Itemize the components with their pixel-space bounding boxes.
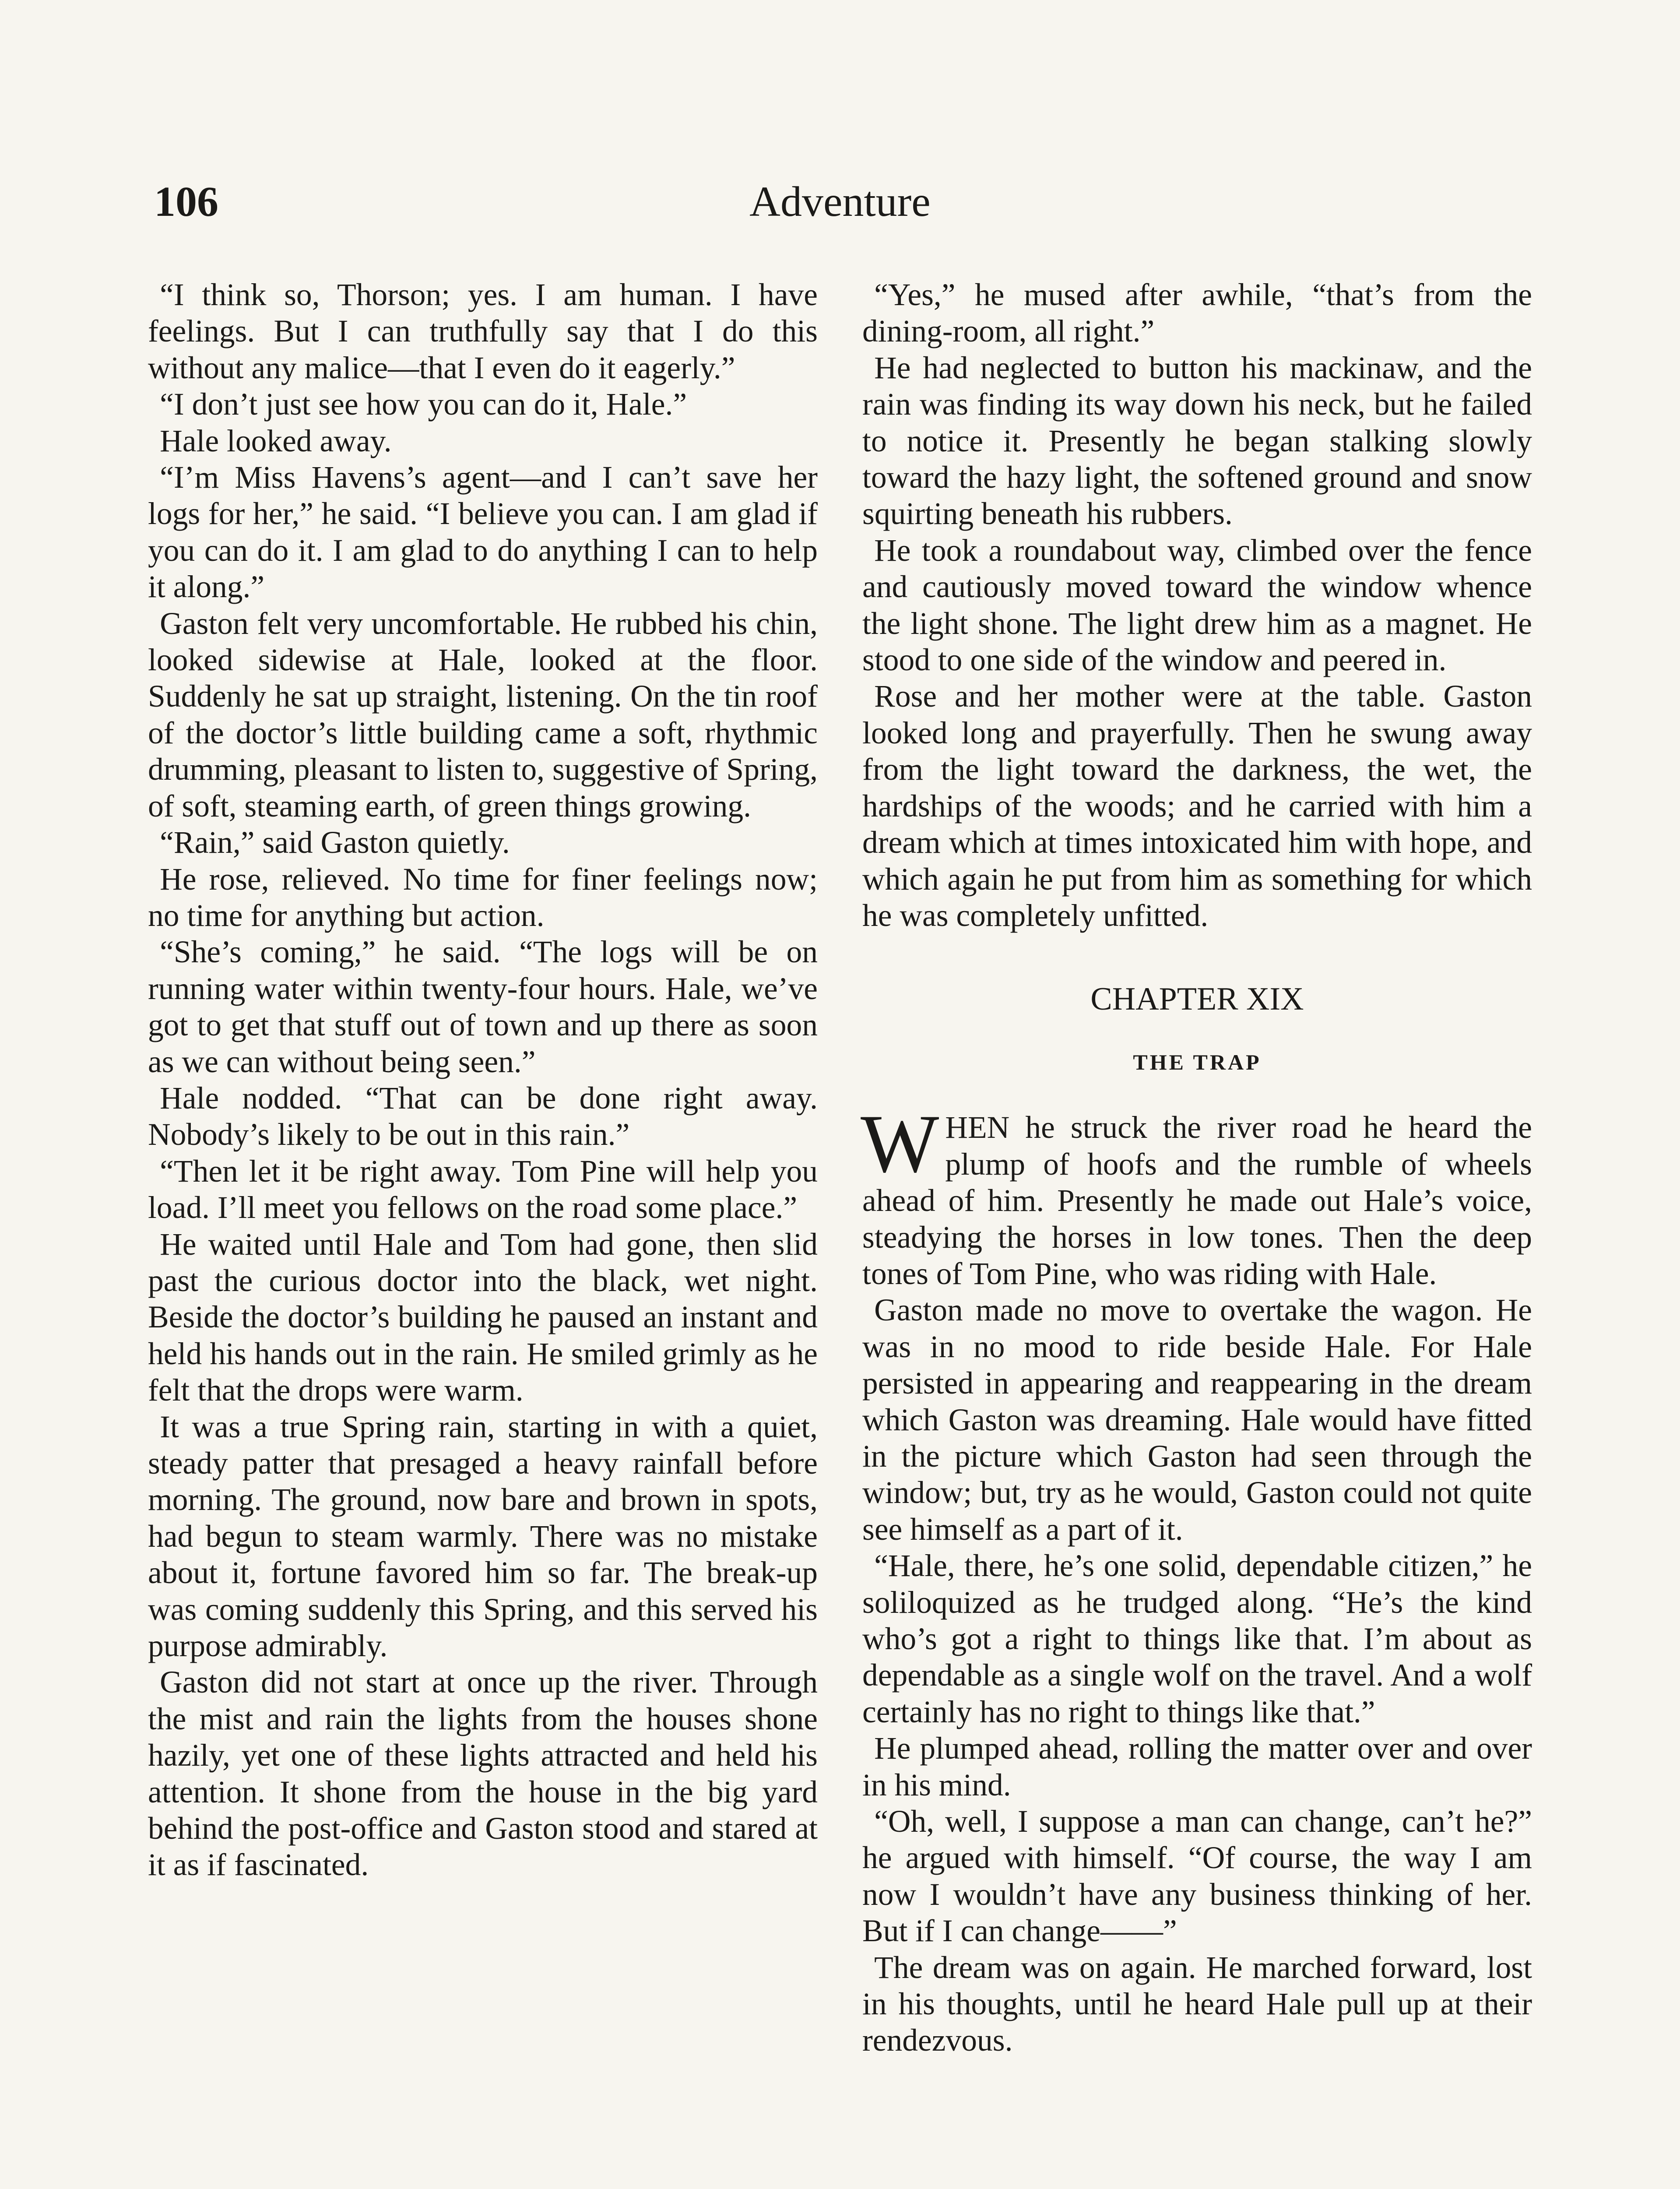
paragraph: He took a roundabout way, climbed over the fence and cautiously moved toward the window whence the light shone. The light drew him as a magnet. He stood to one side of the window and peered in. <box>862 533 1532 678</box>
paragraph: Gaston did not start at once up the river. Through the mist and rain the lights from the houses shone hazily, yet one of these lights attracted and held his attention. It shone from the house in the big yard behind the post-office and Gaston stood and stared at it as if fascinated. <box>148 1665 818 1883</box>
paragraph: “I’m Miss Havens’s agent—and I can’t save her logs for her,” he said. “I believe you can. I am glad if you can do it. I am glad to do anything I can to help it along.” <box>148 460 818 605</box>
paragraph: “I think so, Thorson; yes. I am human. I have feelings. But I can truthfully say that I do this without any malice—that I even do it eagerly.” <box>148 278 818 385</box>
paragraph: “Then let it be right away. Tom Pine will help you load. I’ll meet you fellows on the road some place.” <box>148 1154 818 1225</box>
running-head: Adventure <box>749 178 931 225</box>
paragraph: “Rain,” said Gaston quietly. <box>160 825 510 860</box>
paragraph: “Oh, well, I suppose a man can change, can’t he?” he argued with himself. “Of course, the way I am now I wouldn’t have any business thinking of her. But if I can change——” <box>862 1804 1532 1949</box>
left-column <box>148 277 818 1883</box>
paragraph: “I don’t just see how you can do it, Hale.” <box>160 387 687 422</box>
opening-text: HEN he struck the river road he heard the plump of hoofs and the rumble of wheels ahead of him. Presently he made out Hale’s voice, steadying the horses in low tones. Then the deep tones of Tom Pine, who was riding with Hale. <box>862 1110 1532 1291</box>
chapter-opening-paragraph <box>861 1098 1532 1292</box>
paragraph: He plumped ahead, rolling the matter over and over in his mind. <box>862 1731 1532 1802</box>
chapter-title: CHAPTER XIX <box>1090 981 1304 1017</box>
drop-cap: W <box>861 1098 939 1190</box>
paragraph: He waited until Hale and Tom had gone, then slid past the curious doctor into the black, wet night. Beside the doctor’s building he paused an instant and held his hands out in the rain. He smiled grimly as he felt that the drops were warm. <box>148 1227 818 1408</box>
paragraph: It was a true Spring rain, starting in with a quiet, steady patter that presaged a heavy rainfall before morning. The ground, now bare and brown in spots, had begun to steam warmly. There was no mistake about it, fortune favored him so far. The break-up was coming suddenly this Spring, and this served his purpose admirably. <box>148 1409 818 1664</box>
paragraph: The dream was on again. He marched forward, lost in his thoughts, until he heard Hale pull up at their rendezvous. <box>862 1950 1532 2058</box>
page-number: 106 <box>154 178 218 225</box>
paragraph: He had neglected to button his mackinaw, and the rain was finding its way down his neck, but he failed to notice it. Presently he began stalking slowly toward the hazy light, the softened ground and snow squirting beneath his rubbers. <box>862 350 1532 531</box>
paragraph: “Yes,” he mused after awhile, “that’s from the dining-room, all right.” <box>862 278 1532 349</box>
paragraph: Gaston felt very uncomfortable. He rubbed his chin, looked sidewise at Hale, looked at the floor. Suddenly he sat up straight, listening. On the tin roof of the doctor’s little building came a soft, rhythmic drumming, pleasant to listen to, suggestive of Spring, of soft, steaming earth, of green things growing. <box>148 606 818 824</box>
paragraph: “She’s coming,” he said. “The logs will be on running water within twenty-four hours. Hale, we’ve got to get that stuff out of town and up there as soon as we can without being seen.” <box>148 935 818 1079</box>
paragraph: He rose, relieved. No time for finer feelings now; no time for anything but action. <box>148 862 818 933</box>
paragraph: Rose and her mother were at the table. Gaston looked long and prayerfully. Then he swung away from the light toward the darkness, the wet, the hardships of the woods; and he carried with him a dream which at times intoxicated him with hope, and which again he put from him as something for which he was completely unfitted. <box>862 679 1532 933</box>
paragraph: Hale nodded. “That can be done right away. Nobody’s likely to be out in this rain.” <box>148 1080 818 1152</box>
paragraph: “Hale, there, he’s one solid, dependable citizen,” he soliloquized as he trudged along. “He’s the kind who’s got a right to things like that. I’m about as dependable as a single wolf on the travel. And a wolf certainly has no right to things like that.” <box>862 1548 1532 1729</box>
right-column <box>862 277 1532 2059</box>
chapter-subtitle: THE TRAP <box>1133 1050 1262 1075</box>
paragraph: Hale looked away. <box>160 423 392 458</box>
paragraph: Gaston made no move to overtake the wagon. He was in no mood to ride beside Hale. For Hale persisted in appearing and reappearing in the dream which Gaston was dreaming. Hale would have fitted in the picture which Gaston had seen through the window; but, try as he would, Gaston could not quite see himself as a part of it. <box>862 1293 1532 1547</box>
